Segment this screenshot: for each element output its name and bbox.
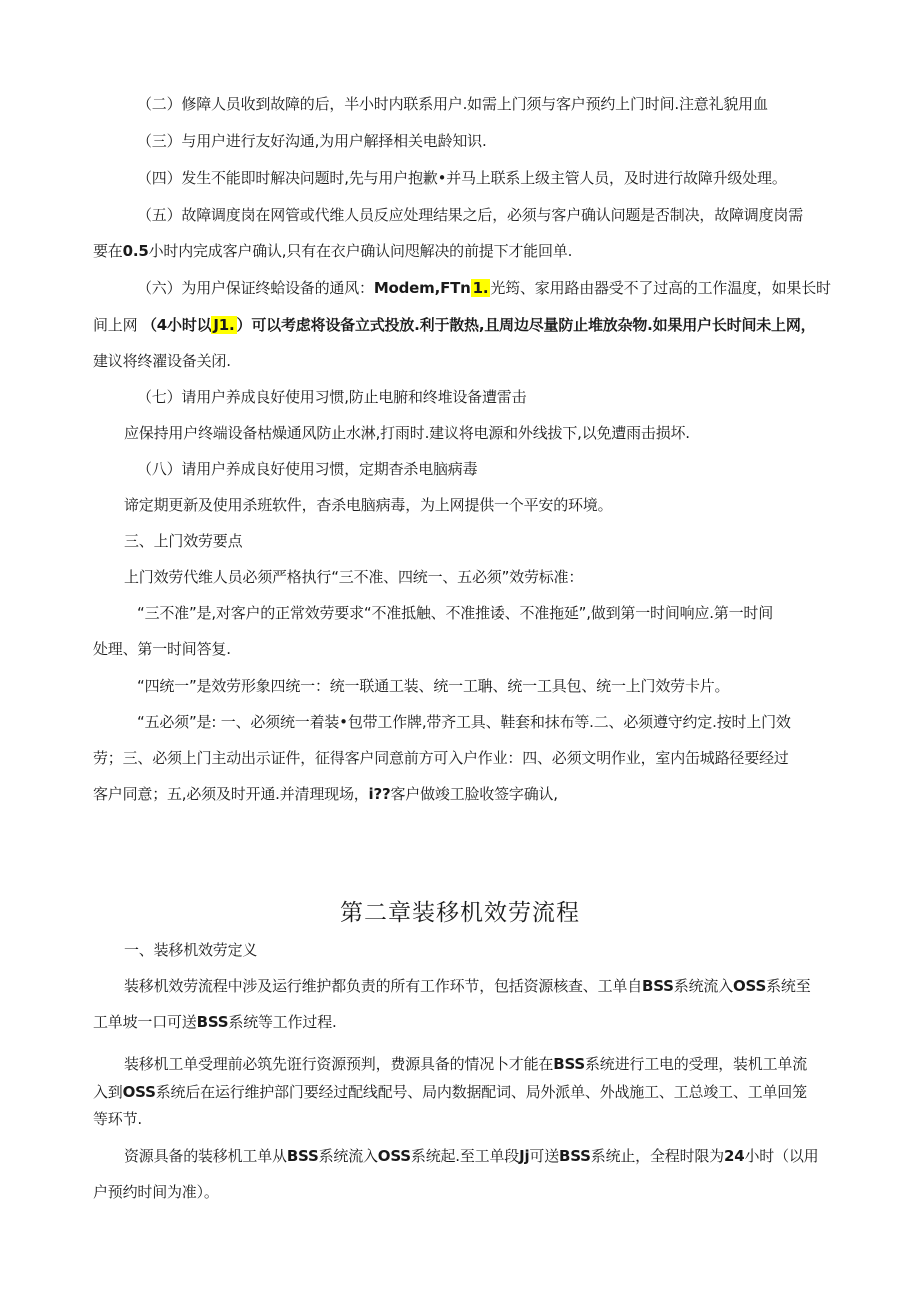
- text-run: 装移机效劳流程中涉及运行维护都负责的所有工作环节，包括资源核查、工单自: [124, 977, 643, 995]
- definition-line-1: [124, 976, 811, 996]
- system-bss: BSS: [642, 977, 674, 995]
- paragraph-item-5-line-2: [93, 241, 572, 261]
- bold-run: ）可以考虑将设备立式投放.利于散热,且周边尽量防止堆放杂物.如果用户长时间未上网，: [236, 316, 816, 334]
- paragraph-item-7: （七）请用户养成良好使用习惯,防止电腑和终堆设备遭雷击: [137, 388, 527, 406]
- system-bss: BSS: [553, 1055, 585, 1073]
- text-run: 间上网: [93, 316, 138, 334]
- paragraph-item-3: （三）与用户进行友好沟通,为用户解择相关电龄知识.: [137, 132, 487, 150]
- system-bss: BSS: [559, 1147, 591, 1165]
- paragraph-item-6-line-1: [137, 278, 831, 298]
- section-3-intro: 上门效劳代维人员必须严格执行“三不准、四统一、五必须”效劳标准：: [124, 568, 584, 586]
- text-run: 系统进行工电的受理，装机工单流: [585, 1055, 808, 1073]
- paragraph-item-2: （二）修障人员收到故障的后，半小时内联系用户.如需上门须与客户预约上门时间.注意礼貌用血: [137, 95, 768, 113]
- system-bss: BSS: [286, 1147, 319, 1165]
- text-run: 系统等工作过程.: [228, 1013, 337, 1031]
- five-must-line-2: 劳；三、必须上门主动出示证件，征得客户同意前方可入户作业：四、必须文明作业，室内缶城路径要经过: [93, 749, 789, 767]
- text-run: 资源具备的装移机工单从: [124, 1147, 287, 1165]
- number-run: 0.5: [122, 242, 149, 260]
- text-run: 要在: [93, 242, 123, 260]
- highlighted-run: J1.: [213, 316, 235, 334]
- paragraph-item-6-line-3: 建议将终濯设备关闭.: [93, 352, 231, 370]
- highlighted-run: 1.: [472, 279, 489, 297]
- paragraph-item-7-body: 应保持用户终端设备枯燥通风防止水淋,打雨时.建议将电源和外线拔下,以免遭雨击损坏.: [124, 424, 690, 442]
- bold-run: i??: [368, 785, 391, 803]
- text-run: 可送: [529, 1147, 559, 1165]
- text-run: 系统至: [766, 977, 811, 995]
- text-run: 系统止，全程时限为: [590, 1147, 724, 1165]
- modem-run: Modem,FTn: [373, 279, 471, 297]
- bold-run: Jj: [519, 1147, 530, 1165]
- bold-run: （4小时以: [141, 316, 212, 334]
- three-no-line-2: 处理、第一时间答复.: [93, 640, 231, 658]
- paragraph-item-5-line-1: （五）故障调度岗在网管或代维人员反应处理结果之后，必须与客户确认问题是否制决，故障调度岗需: [137, 206, 804, 224]
- text-run: 工单坡一口可送: [93, 1013, 197, 1031]
- text-run: 小时内完成客户确认,只有在衣户确认问咫解决的前提下才能回单.: [148, 242, 573, 260]
- text-run: 小时（以用: [744, 1147, 819, 1165]
- paragraph-item-6-line-2: [93, 315, 815, 335]
- definition-line-2: [93, 1012, 337, 1032]
- text-run: （六）为用户保证终蛤设备的通风：: [137, 279, 374, 297]
- process-line-1: [124, 1054, 807, 1074]
- text-run: 客户做竣工脸收签字确认,: [390, 785, 558, 803]
- text-run: 系统流入: [318, 1147, 378, 1165]
- system-oss: OSS: [122, 1083, 156, 1101]
- text-run: 装移机工单受理前必筑先诳行资源预判，费源具备的情况卜才能在: [124, 1055, 554, 1073]
- text-run: 客户同意；五,必须及时开通.并清理现场，: [93, 785, 369, 803]
- chapter-title: 第二章装移机效劳流程: [340, 900, 580, 926]
- paragraph-item-8: （八）请用户养成良好使用习惯，定期杳杀电脑病毒: [137, 460, 478, 478]
- chapter-section-1: 一、装移机效劳定义: [124, 941, 258, 959]
- paragraph-item-8-body: 谛定期更新及使用杀班软件，杳杀电脑病毒，为上网提供一个平安的环境。: [124, 496, 613, 514]
- process-line-2: [93, 1082, 807, 1102]
- section-heading-3: 三、上门效劳要点: [124, 532, 243, 550]
- system-oss: OSS: [733, 977, 767, 995]
- system-oss: OSS: [377, 1147, 411, 1165]
- paragraph-item-4: （四）发生不能即时解决问题时,先与用户抱歉•并马上联系上级主管人员，及时进行故障升级处理。: [137, 169, 787, 187]
- timelimit-line-2: 户预约时间为准）。: [93, 1183, 219, 1201]
- system-bss: BSS: [196, 1013, 229, 1031]
- five-must-line-3: [93, 784, 558, 804]
- text-run: 光筠、家用路由器受不了过高的工作温度，如果长时: [490, 279, 831, 297]
- hours-number: 24: [723, 1147, 745, 1165]
- text-run: 入到: [93, 1083, 123, 1101]
- three-no-line-1: “三不准”是,对客户的正常效劳要求“不准抵触、不准推诿、不准拖延”,做到第一时间响应.第一时间: [137, 604, 773, 622]
- text-run: 系统流入: [673, 977, 733, 995]
- process-line-3: 等环节.: [93, 1110, 142, 1128]
- five-must-line-1: “五必须”是: 一、必须统一着装•包带工作牌,带齐工具、鞋套和抹布等.二、必须遵守约定.按时上门效: [137, 713, 791, 731]
- timelimit-line-1: [124, 1146, 818, 1166]
- text-run: 系统起.至工单段: [410, 1147, 520, 1165]
- text-run: 系统后在运行维护部门要经过配线配号、局内数据配词、局外派单、外战施工、工总竣工、工单回笼: [155, 1083, 807, 1101]
- four-unify-line: “四统一”是效劳形象四统一：统一联通工装、统一工聃、统一工具包、统一上门效劳卡片。: [137, 677, 730, 695]
